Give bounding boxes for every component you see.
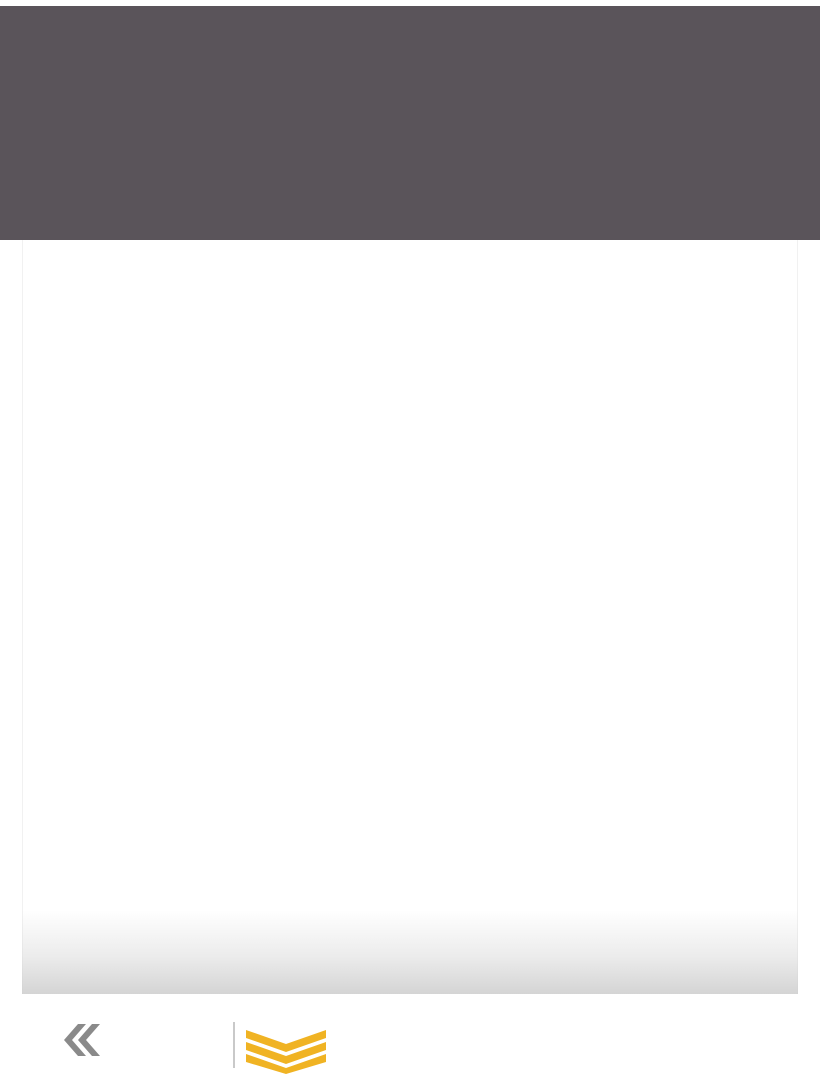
logo-arrows-icon bbox=[64, 1024, 100, 1056]
page-bottom-fade bbox=[22, 910, 798, 994]
logo-stacked-books-icon bbox=[246, 1030, 326, 1074]
logo-divider bbox=[233, 1022, 235, 1068]
page-edge bbox=[22, 240, 798, 994]
page-header-band bbox=[0, 0, 820, 240]
header-top-line bbox=[0, 0, 820, 6]
store-logo bbox=[58, 1012, 328, 1074]
